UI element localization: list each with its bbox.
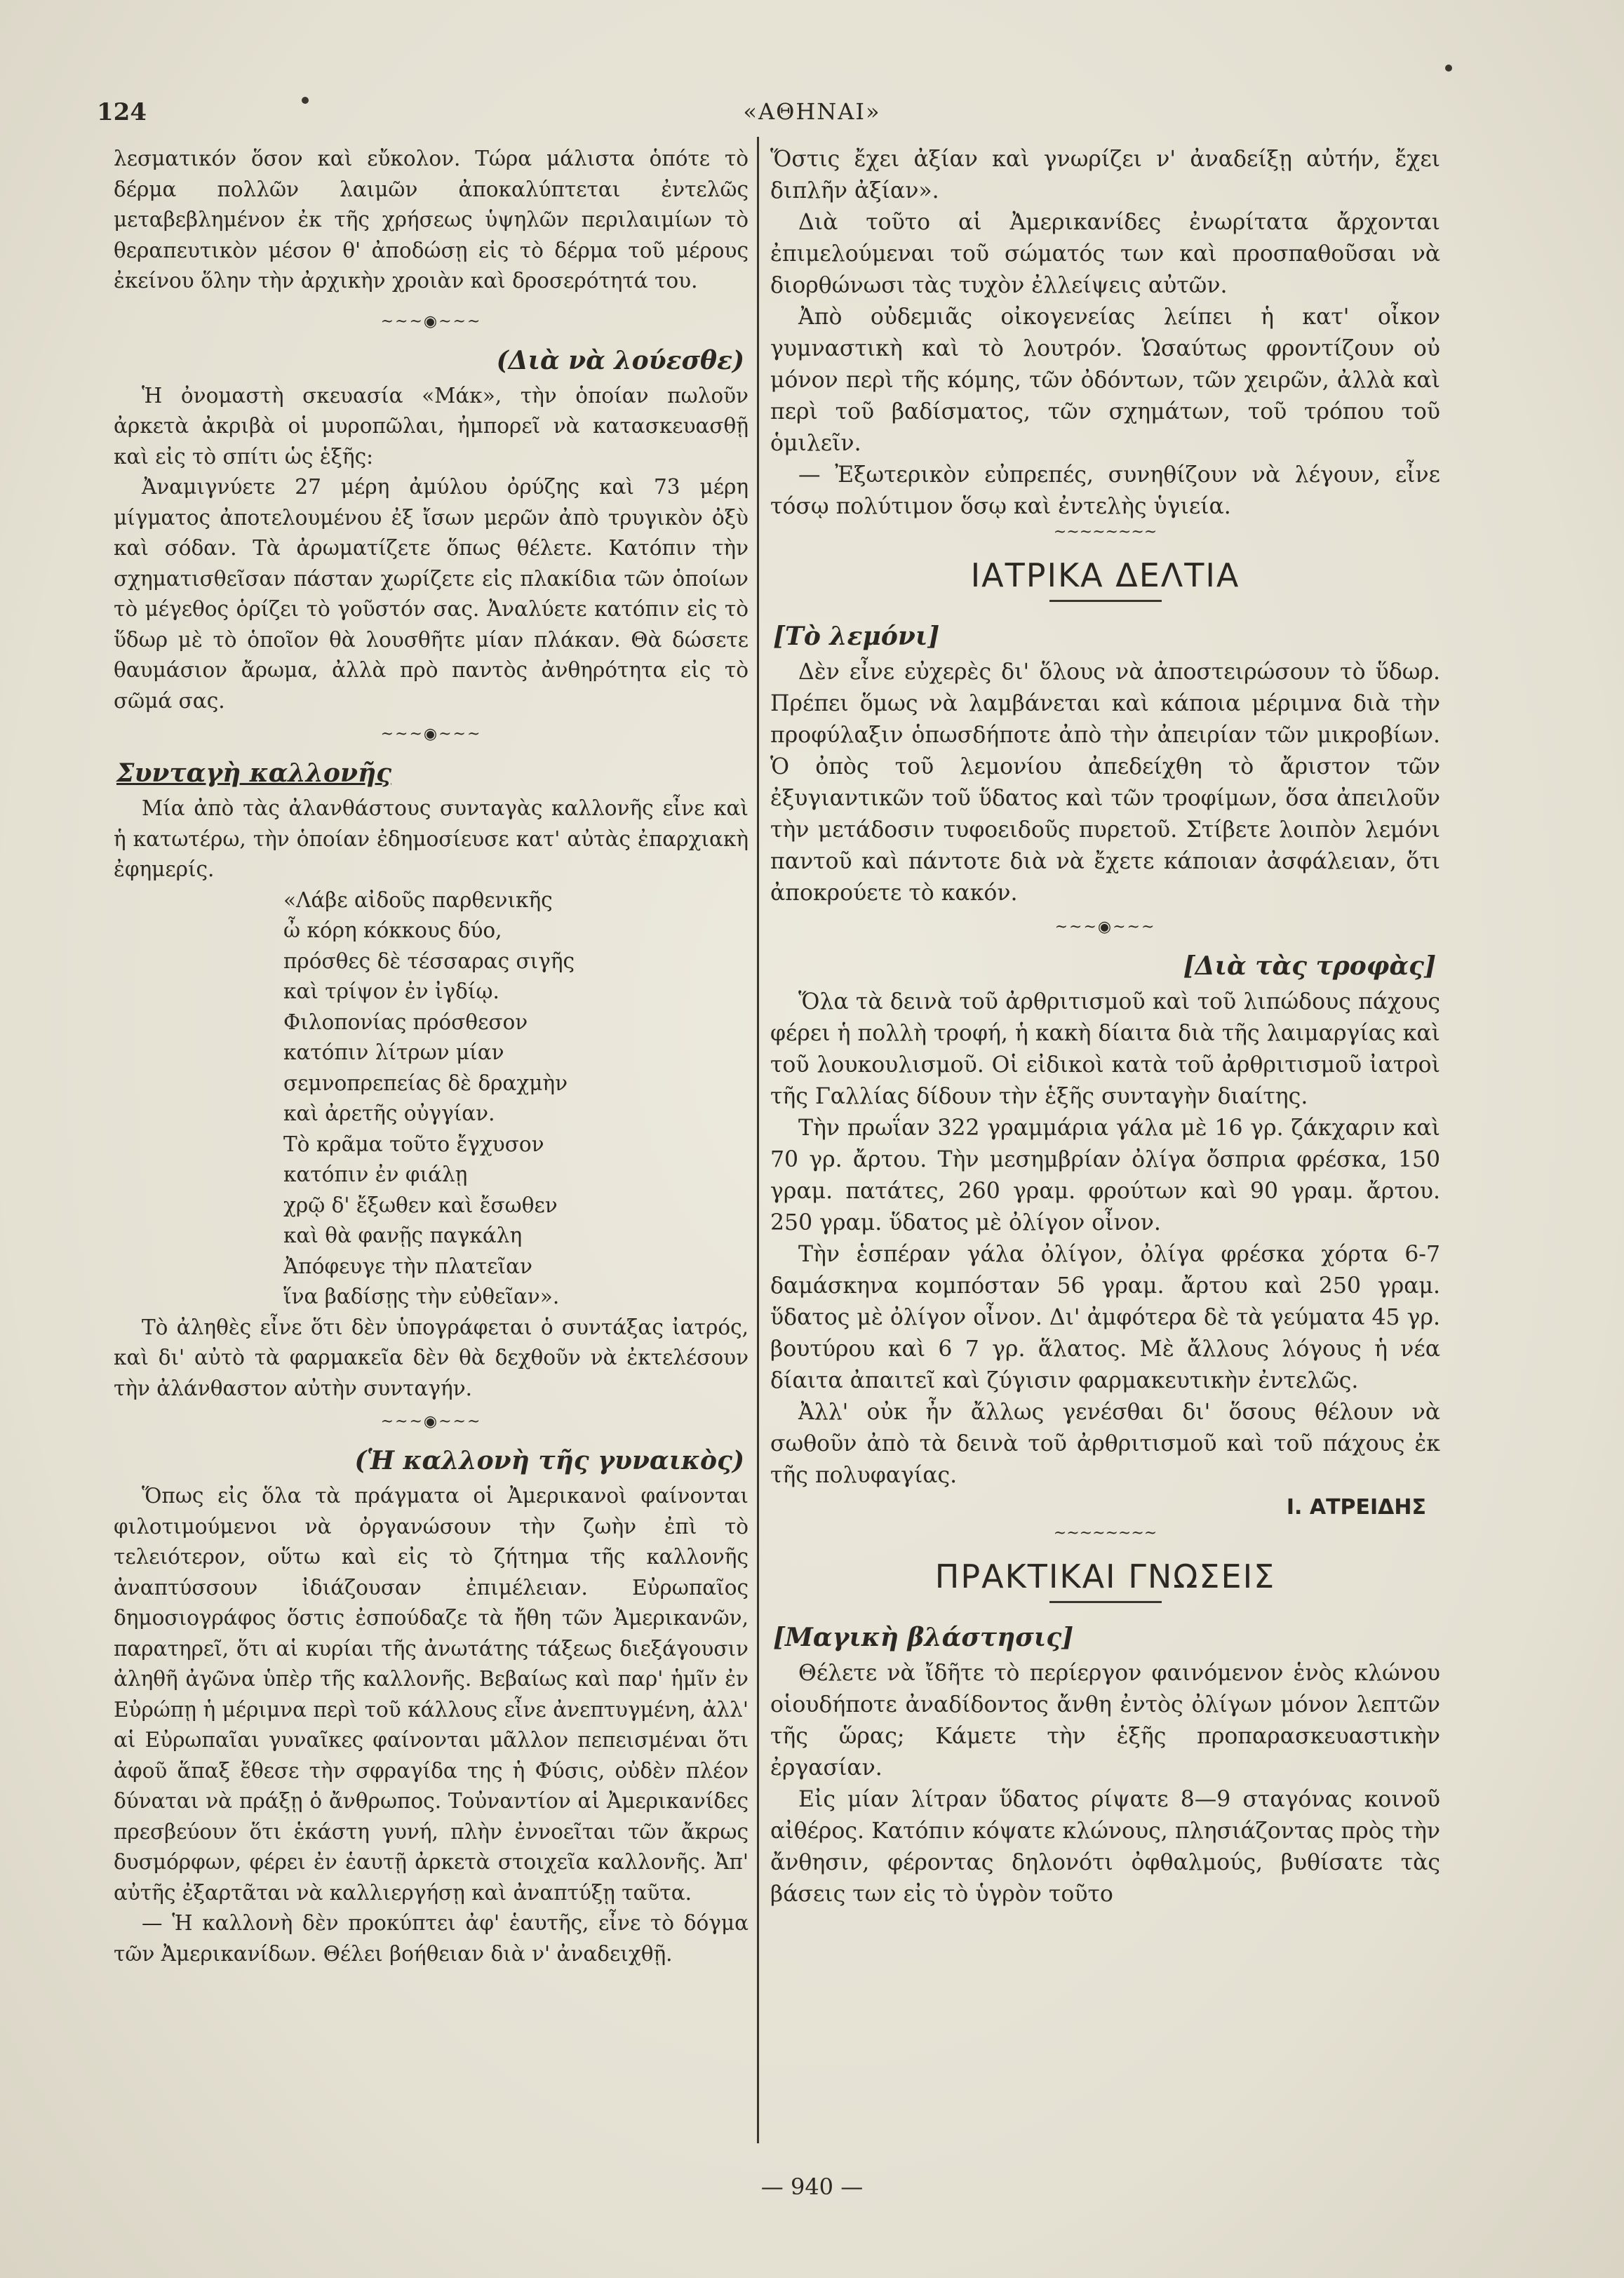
poem-line: χρῷ δ' ἔξωθεν καὶ ἔσωθεν xyxy=(283,1193,558,1217)
article-paragraph: — Ἐξωτερικὸν εὐπρεπές, συνηθίζουν νὰ λέγουν, εἶνε τόσῳ πολύτιμον ὅσῳ καὶ ἐντελὴς ὑγιεία. xyxy=(770,462,1440,519)
ornament-divider: ~~~◉~~~ xyxy=(380,312,482,330)
left-intro-paragraph: λεσματικόν ὅσον καὶ εὔκολον. Τώρα μάλιστα ὁπότε τὸ δέρμα πολλῶν λαιμῶν ἀποκαλύπτεται ἐντελῶς μεταβεβλημένον ἐκ τῆς χρήσεως ὑψηλῶν περιλαιμίων τὸ θεραπευτικὸν μέσον θ' ἀποδώσῃ εἰς τὸ δέρμα τοῦ μέρους ἐκείνου ὅλην τὴν ἀρχικὴν χροιὰν καὶ δροσερότητά του. xyxy=(114,147,749,293)
section-title-womans-beauty: (Ἡ καλλονὴ τῆς γυναικὸς) xyxy=(354,1446,744,1475)
poem-line: καὶ θὰ φανῇς παγκάλη xyxy=(283,1224,523,1247)
article-paragraph: Τὴν πρωΐαν 322 γραμμάρια γάλα μὲ 16 γρ. ζάκχαριν καὶ 70 γρ. ἄρτου. Τὴν μεσημβρίαν ὀλίγα ὄσπρια φρέσκα, 150 γραμ. πατάτες, 260 γραμ. φρούτων καὶ 90 γραμ. ἄρτου. 250 γραμ. ὕδατος μὲ ὀλίγον οἶνον. xyxy=(770,1115,1440,1235)
article-paragraph: Εἰς μίαν λίτραν ὕδατος ρίψατε 8—9 σταγόνας κοινοῦ αἰθέρος. Κατόπιν κόψατε κλώνους, πλησιάζοντας πρὸς τὴν ἄνθησιν, φέροντας δηλονότι ὀφθαλμούς, βυθίσατε τὰς βάσεις των εἰς τὸ ὑγρὸν τοῦτο xyxy=(770,1787,1440,1907)
poem-line: Φιλοπονίας πρόσθεσον xyxy=(283,1010,528,1034)
ink-speck xyxy=(302,97,309,104)
article-paragraph: Ὅστις ἔχει ἀξίαν καὶ γνωρίζει ν' ἀναδείξῃ αὐτήν, ἔχει διπλῆν ἀξίαν». xyxy=(770,147,1440,203)
poem-line: Τὸ κρᾶμα τοῦτο ἔγχυσον xyxy=(283,1132,544,1156)
article-paragraph: Τὸ ἀληθὲς εἶνε ὅτι δὲν ὑπογράφεται ὁ συντάξας ἰατρός, καὶ δι' αὐτὸ τὰ φαρμακεῖα δὲν θὰ δεχθοῦν νὰ ἐκτελέσουν τὴν ἀλάνθαστον αὐτὴν συνταγήν. xyxy=(114,1315,749,1400)
poem-line: κατόπιν λίτρων μίαν xyxy=(283,1040,504,1064)
left-column xyxy=(114,144,749,2173)
poem-line: ἵνα βαδίσῃς τὴν εὐθεῖαν». xyxy=(283,1285,560,1308)
poem-line: καὶ ἀρετῆς οὐγγίαν. xyxy=(283,1101,495,1125)
article-paragraph: Δὲν εἶνε εὐχερὲς δι' ὅλους νὰ ἀποστειρώσουν τὸ ὕδωρ. Πρέπει ὅμως νὰ λαμβάνεται καὶ κάποια μέριμνα διὰ τὴν προφύλαξιν ὁπωσδήποτε ἀπὸ τὴν ἀπειρίαν τῶν μικροβίων. Ὁ ὀπὸς τοῦ λεμονίου ἀπεδείχθη τὸ ἄριστον τῶν ἐξυγιαντικῶν τοῦ ὕδατος καὶ τῶν τροφίμων, ὅσα ἀπειλοῦν τὴν μετάδοσιν τυφοειδοῦς πυρετοῦ. Στίβετε λοιπὸν λεμόνι παντοῦ καὶ πάντοτε διὰ νὰ ἔχετε κάποιαν ἀσφάλειαν, ὅτι ἀποκρούετε τὸ κακόν. xyxy=(770,659,1440,906)
article-paragraph: Ἀπὸ οὐδεμιᾶς οἰκογενείας λείπει ἡ κατ' οἶκον γυμναστικὴ καὶ τὸ λουτρόν. Ὡσαύτως φροντίζουν οὐ μόνον περὶ τῆς κόμης, τῶν ὀδόντων, τῶν χειρῶν, ἀλλὰ καὶ περὶ τοῦ βαδίσματος, τῶν σχημάτων, τοῦ τρόπου τοῦ ὁμιλεῖν. xyxy=(770,304,1440,456)
heading-medical-bulletins: ΙΑΤΡΙΚΑ ΔΕΛΤΙΑ xyxy=(970,556,1240,594)
poem-line: Ἀπόφευγε τὴν πλατεῖαν xyxy=(283,1254,532,1278)
article-paragraph: Τὴν ἑσπέραν γάλα ὀλίγον, ὀλίγα φρέσκα χόρτα 6-7 δαμάσκηνα κομπόσταν 56 γραμ. ἄρτου καὶ 250 γραμ. ὕδατος μὲ ὀλίγον οἶνον. Δι' ἀμφότερα δὲ τὰ γεύματα 45 γρ. βουτύρου καὶ 6 7 γρ. ἅλατος. Μὲ ἄλλους λόγους ἡ νέα δίαιτα ἀπαιτεῖ καὶ ζύγισιν φαρμακευτικὴν ἐντελῶς. xyxy=(770,1242,1440,1393)
ornament-divider: ~~~◉~~~ xyxy=(380,1413,482,1431)
poem-line: πρόσθες δὲ τέσσαρας σιγῆς xyxy=(283,949,575,973)
article-paragraph: Μία ἀπὸ τὰς ἀλανθάστους συνταγὰς καλλονῆς εἶνε καὶ ἡ κατωτέρω, τὴν ὁποίαν ἐδημοσίευσε κατ' αὐτὰς ἐπαρχιακὴ ἐφημερίς. xyxy=(114,796,749,881)
ornament-divider: ~~~◉~~~ xyxy=(1054,918,1156,936)
heading-underline xyxy=(1049,1601,1162,1603)
right-column xyxy=(770,144,1440,2173)
wave-divider: ~~~~~~~~ xyxy=(1053,1525,1157,1542)
page-footer-number: — 940 — xyxy=(760,2173,864,2200)
article-paragraph: — Ἡ καλλονὴ δὲν προκύπτει ἀφ' ἑαυτῆς, εἶνε τὸ δόγμα τῶν Ἀμερικανίδων. Θέλει βοήθειαν διὰ ν' ἀναδειχθῇ. xyxy=(114,1911,749,1966)
section-title-foods: [Διὰ τὰς τροφὰς] xyxy=(1183,951,1436,981)
poem-line: «Λάβε αἰδοῦς παρθενικῆς xyxy=(283,887,553,912)
section-title-bathing: (Διὰ νὰ λούεσθε) xyxy=(496,345,744,375)
journal-title: «ΑΘΗΝΑΙ» xyxy=(743,98,881,125)
section-title-magic-growth: [Μαγικὴ βλάστησις] xyxy=(773,1623,1074,1652)
poem-line: καὶ τρίψον ἐν ἰγδίῳ. xyxy=(283,979,499,1003)
poem-line: σεμνοπρεπείας δὲ δραχμὴν xyxy=(283,1071,568,1095)
ornament-divider: ~~~◉~~~ xyxy=(380,725,482,743)
article-paragraph: Ἡ ὀνομαστὴ σκευασία «Μάκ», τὴν ὁποίαν πωλοῦν ἀρκετὰ ἀκριβὰ οἱ μυροπῶλαι, ἠμπορεῖ νὰ κατασκευασθῇ καὶ εἰς τὸ σπίτι ὡς ἑξῆς: xyxy=(114,383,749,469)
ink-speck xyxy=(1445,65,1452,72)
page-number: 124 xyxy=(97,98,147,126)
section-title-lemon: [Τὸ λεμόνι] xyxy=(773,622,940,651)
wave-divider: ~~~~~~~~ xyxy=(1053,523,1157,541)
article-paragraph: Ὅπως εἰς ὅλα τὰ πράγματα οἱ Ἀμερικανοὶ φαίνονται φιλοτιμούμενοι νὰ ὀργανώσουν τὴν ζωὴν ἐπὶ τὸ τελειότερον, οὕτω καὶ εἰς τὸ ζήτημα τῆς καλλονῆς ἀναπτύσσουν ἰδιάζουσαν ἐπιμέλειαν. Εὐρωπαῖος δημοσιογράφος ὅστις ἐσπούδαζε τὰ ἤθη τῶν Ἀμερικανῶν, παρατηρεῖ, ὅτι αἱ κυρίαι τῆς ἀνωτάτης τάξεως διεξάγουσιν ἀληθῆ ἀγῶνα ὑπὲρ τῆς καλλονῆς. Βεβαίως καὶ παρ' ἡμῖν ἐν Εὐρώπῃ ἡ μέριμνα περὶ τοῦ κάλλους εἶνε ἀνεπτυγμένη, ἀλλ' αἱ Εὐρωπαῖαι γυναῖκες φαίνονται μᾶλλον πεπεισμέναι ὅτι ἀφοῦ ἅπαξ ἔθεσε τὴν σφραγίδα της ἡ Φύσις, οὐδὲν πλέον δύναται νὰ πράξῃ ὁ ἄνθρωπος. Τοὐναντίον αἱ Ἀμερικανίδες πρεσβεύουν ὅτι ἑκάστη γυνή, πλὴν ἐννοεῖται τῶν ἄκρως δυσμόρφων, φέρει ἐν ἑαυτῇ ἀρκετὰ στοιχεῖα καλλονῆς. Ἀπ' αὐτῆς ἐξαρτᾶται νὰ καλλιεργήσῃ καὶ ἀναπτύξῃ ταῦτα. xyxy=(114,1484,749,1905)
heading-underline xyxy=(1049,600,1162,602)
article-paragraph: Διὰ τοῦτο αἱ Ἀμερικανίδες ἐνωρίτατα ἄρχονται ἐπιμελούμεναι τοῦ σώματός των καὶ προσπαθοῦσαι νὰ διορθώνωσι τὰς τυχὸν ἐλλείψεις αὐτῶν. xyxy=(770,210,1440,298)
article-paragraph: Ἀναμιγνύετε 27 μέρη ἀμύλου ὀρύζης καὶ 73 μέρη μίγματος ἀποτελουμένου ἐξ ἴσων μερῶν ἀπὸ τρυγικὸν ὀξὺ καὶ σόδαν. Τὰ ἀρωματίζετε ὅπως θέλετε. Κατόπιν τὴν σχηματισθεῖσαν πάσταν χωρίζετε εἰς πλακίδια τῶν ὁποίων τὸ μέγεθος ὁρίζει τὸ γοῦστόν σας. Ἀναλύετε κατόπιν εἰς τὸ ὕδωρ μὲ τὸ ὁποῖον θὰ λουσθῆτε μίαν πλάκαν. Θὰ δώσετε θαυμάσιον ἄρωμα, ἀλλὰ πρὸ παντὸς ἀνθηρότητα εἰς τὸ σῶμά σας. xyxy=(114,475,749,713)
poem-line: κατόπιν ἐν φιάλῃ xyxy=(283,1163,468,1186)
poem-line: ὦ κόρη κόκκους δύο, xyxy=(283,918,502,942)
heading-practical-knowledge: ΠΡΑΚΤΙΚΑΙ ΓΝΩΣΕΙΣ xyxy=(934,1557,1276,1595)
article-paragraph: Ὅλα τὰ δεινὰ τοῦ ἀρθριτισμοῦ καὶ τοῦ λιπώδους πάχους φέρει ἡ πολλὴ τροφή, ἡ κακὴ δίαιτα διὰ τῆς λαιμαργίας καὶ τοῦ λουκουλισμοῦ. Οἱ εἰδικοὶ κατὰ τοῦ ἀρθριτισμοῦ ἰατροὶ τῆς Γαλλίας δίδουν τὴν ἑξῆς συνταγὴν διαίτης. xyxy=(770,989,1440,1109)
column-divider xyxy=(757,137,759,2143)
author-signature: Ι. ΑΤΡΕΙΔΗΣ xyxy=(1286,1495,1426,1520)
article-paragraph: Θέλετε νὰ ἴδῆτε τὸ περίεργον φαινόμενον ἑνὸς κλώνου οἱουδήποτε ἀναδίδοντος ἄνθη ἐντὸς ὀλίγων μόνον λεπτῶν τῆς ὥρας; Κάμετε τὴν ἑξῆς προπαρασκευαστικὴν ἐργασίαν. xyxy=(770,1661,1440,1781)
poem-block xyxy=(114,885,749,1313)
page-header xyxy=(0,98,1624,140)
article-paragraph: Ἀλλ' οὐκ ἦν ἄλλως γενέσθαι δι' ὅσους θέλουν νὰ σωθοῦν ἀπὸ τὰ δεινὰ τοῦ ἀρθριτισμοῦ καὶ τοῦ πάχους ἐκ τῆς πολυφαγίας. xyxy=(770,1400,1440,1488)
section-title-beauty-recipe: Συνταγὴ καλλονῆς xyxy=(116,758,392,788)
